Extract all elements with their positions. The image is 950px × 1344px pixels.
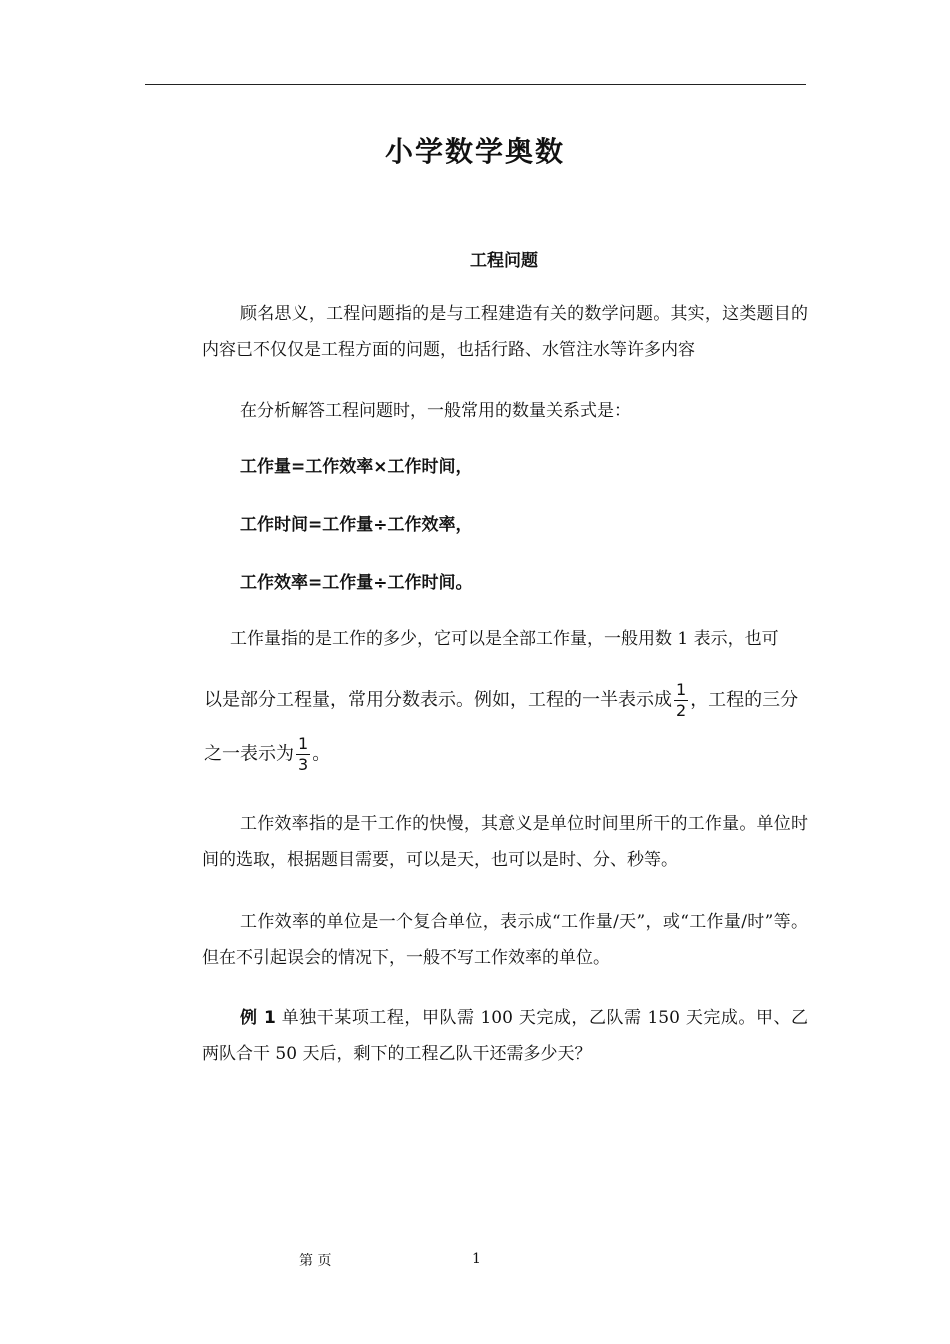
efficiency-unit-paragraph: 工作效率的单位是一个复合单位，表示成“工作量/天”，或“工作量/时”等。但在不引起误会的情况下，一般不写工作效率的单位。 — [202, 912, 808, 968]
fraction-text-d: 。 — [312, 743, 331, 765]
intro-paragraph: 顾名思义，工程问题指的是与工程建造有关的数学问题。其实，这类题目的内容已不仅仅是工程方面的问题，也括行路、水管注水等许多内容 — [202, 304, 808, 360]
example-text: 单独干某项工程，甲队需 100 天完成，乙队需 150 天完成。甲、乙两队合干 50 天后，剩下的工程乙队干还需多少天？ — [202, 1008, 809, 1064]
fraction-half-denominator: 2 — [676, 701, 687, 720]
fraction-text-c: 之一表示为 — [204, 743, 294, 765]
fraction-line-1 — [204, 682, 798, 719]
fraction-half — [674, 682, 688, 719]
example-label: 例 1 — [240, 1008, 276, 1028]
fraction-third — [296, 736, 310, 773]
fraction-third-denominator: 3 — [298, 755, 309, 774]
fraction-third-numerator: 1 — [298, 734, 309, 753]
workload-paragraph: 工作量指的是工作的多少，它可以是全部工作量，一般用数 1 表示，也可 — [230, 629, 779, 649]
formula-time: 工作时间=工作量÷工作效率， — [240, 515, 473, 535]
section-title: 工程问题 — [470, 251, 538, 271]
page-title: 小学数学奥数 — [384, 135, 565, 168]
fraction-text-a: 以是部分工程量，常用分数表示。例如，工程的一半表示成 — [204, 689, 672, 711]
example-paragraph — [202, 1000, 808, 1072]
fraction-line-2 — [204, 736, 330, 773]
relation-intro: 在分析解答工程问题时，一般常用的数量关系式是： — [240, 401, 631, 421]
fraction-half-numerator: 1 — [676, 680, 687, 699]
formula-efficiency: 工作效率=工作量÷工作时间。 — [240, 573, 473, 593]
efficiency-paragraph: 工作效率指的是干工作的快慢，其意义是单位时间里所干的工作量。单位时间的选取，根据题目需要，可以是天，也可以是时、分、秒等。 — [202, 814, 808, 870]
footer-page-number: 1 — [472, 1251, 481, 1267]
formula-workload: 工作量=工作效率×工作时间， — [240, 457, 473, 477]
fraction-text-b: ，工程的三分 — [690, 689, 799, 711]
header-rule — [145, 84, 806, 85]
footer-page-label: 第 页 — [299, 1253, 332, 1269]
